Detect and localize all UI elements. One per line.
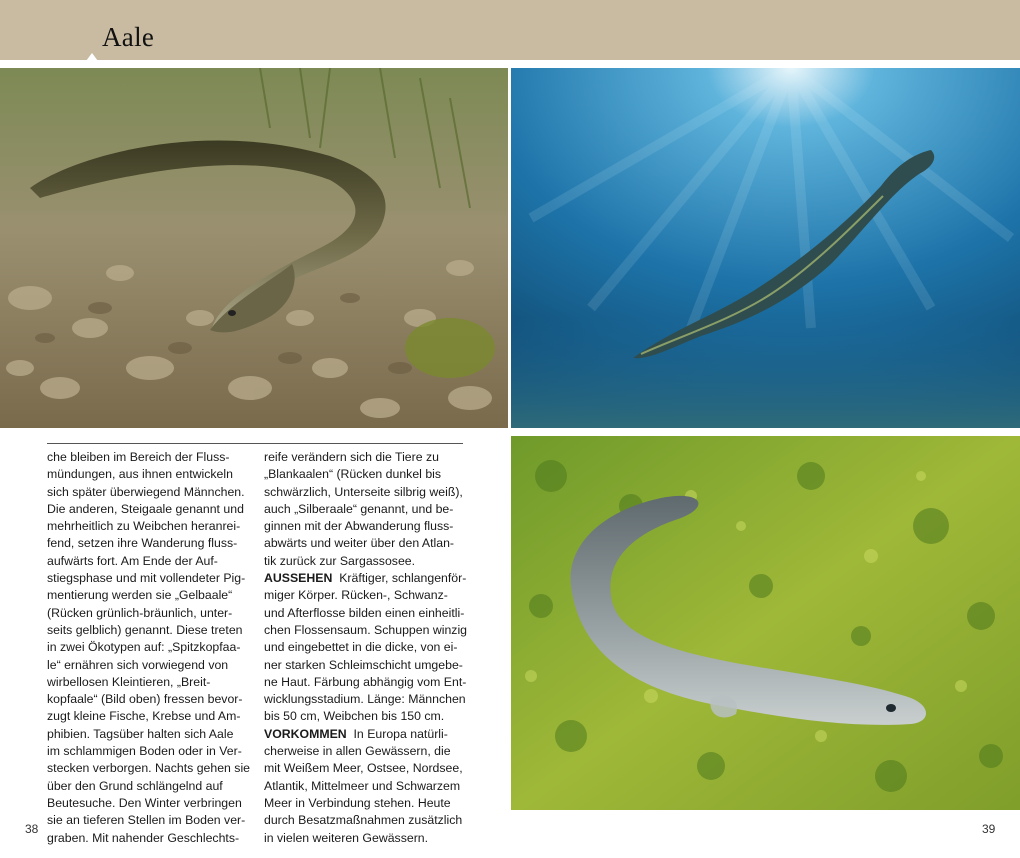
text-line: abwärts und weiter über den Atlan- [264,536,455,551]
text-line: miger Körper. Rücken-, Schwanz- [264,588,448,603]
page-number-left: 38 [25,822,39,836]
text-line: Atlantik, Mittelmeer und Schwarzem [264,778,461,793]
text-line: graben. Mit nahender Geschlechts- [47,830,240,845]
text-line: Die anderen, Steigaale genannt und [47,501,244,516]
text-line: auch „Silberaale“ genannt, und be- [264,501,454,516]
text-line: mündungen, aus ihnen entwickeln [47,467,233,482]
text-line: (Rücken grünlich-bräunlich, unter- [47,605,233,620]
text-line: im schlammigen Boden oder in Ver- [47,744,242,759]
text-line: Beutesuche. Den Winter verbringen [47,795,242,810]
text-line: stiegsphase und mit vollendeter Pig- [47,571,246,586]
text-line: durch Besatzmaßnahmen zusätzlich [264,813,463,828]
text-line: reife verändern sich die Tiere zu [264,450,439,464]
text-line: „Blankaalen“ (Rücken dunkel bis [264,467,442,482]
text-line: cherweise in allen Gewässern, die [264,744,451,759]
header-notch [86,53,98,61]
eel-in-pondweed-photo [511,436,1020,810]
text-line: über den Grund schlängelnd auf [47,778,223,793]
text-column-right [264,449,468,847]
eel-open-water-photo [511,68,1020,428]
aussehen-text: Kräftiger, schlangenför- [339,571,467,586]
text-line: Meer in Verbindung stehen. Heute [264,795,451,810]
blankaal-paragraph [264,449,464,570]
chapter-header-band [0,0,1020,60]
text-line: in zwei Ökotypen auf: „Spitzkopfaa- [47,640,241,655]
vorkommen-line [264,726,464,743]
text-line: chen Flossensaum. Schuppen winzig [264,622,468,637]
text-line: in vielen weiteren Gewässern. [264,830,429,845]
aussehen-heading: AUSSEHEN [264,571,333,586]
text-line: kopfaale“ (Bild oben) fressen bevor- [47,692,243,707]
text-line: wirbellosen Kleintieren, „Breit- [47,674,211,689]
text-line: seits gelblich) genannt. Diese treten [47,622,243,637]
text-line: ner starken Schleimschicht umgebe- [264,657,463,672]
vorkommen-heading: VORKOMMEN [264,726,347,741]
text-line: phibien. Tagsüber halten sich Aale [47,726,234,741]
vorkommen-paragraph [264,743,464,847]
text-line: le“ ernähren sich vorwiegend von [47,657,229,672]
text-line: stecken verborgen. Nachts gehen sie [47,761,251,776]
text-line: mentierung werden sie „Gelbaale“ [47,588,233,603]
page-title: Aale [102,22,155,52]
text-line: fend, setzen ihre Wanderung fluss- [47,536,238,551]
text-line: und eingebettet in die dicke, von ei- [264,640,458,655]
eels-on-gravel-photo [0,68,508,428]
vorkommen-text: In Europa natürli- [353,726,448,741]
text-line: zugt kleine Fische, Krebse und Am- [47,709,241,724]
text-line: che bleiben im Bereich der Fluss- [47,450,230,464]
text-line: ginnen mit der Abwanderung fluss- [264,519,454,534]
text-line: bis 50 cm, Weibchen bis 150 cm. [264,709,445,724]
aussehen-paragraph [264,587,468,725]
page-number-right: 39 [982,822,996,836]
text-top-rule [47,443,463,444]
text-line: aufwärts fort. Am Ende der Auf- [47,553,218,568]
text-line: mehrheitlich zu Weibchen heranrei- [47,519,241,534]
text-line: mit Weißem Meer, Ostsee, Nordsee, [264,761,463,776]
text-line: tik zurück zur Sargassosee. [264,553,416,568]
text-column-left [47,449,251,847]
text-line: und Afterflosse bilden einen einheitli- [264,605,465,620]
text-line: ne Haut. Färbung abhängig vom Ent- [264,674,467,689]
text-line: schwärzlich, Unterseite silbrig weiß), [264,484,463,499]
text-line: sie an tieferen Stellen im Boden ver- [47,813,246,828]
aussehen-line [264,570,467,587]
text-line: sich später überwiegend Männchen. [47,484,245,499]
text-line: wicklungsstadium. Länge: Männchen [264,692,466,707]
